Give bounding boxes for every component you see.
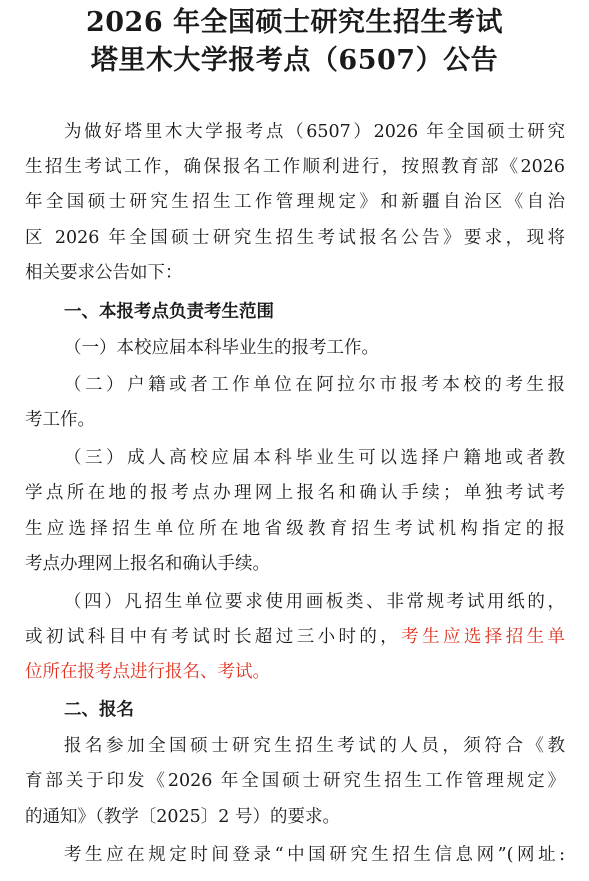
item-4-line: （四）凡招生单位要求使用画板类、非常规考试用纸的， [64, 592, 565, 612]
item-2-line: （二）户籍或者工作单位在阿拉尔市报考本校的考生报 [64, 375, 565, 395]
registration-line: 育部关于印发《2026 年全国硕士研究生招生工作管理规定》 [25, 771, 565, 791]
registration-line: 考生应在规定时间登录“中国研究生招生信息网”(网址: [64, 845, 565, 865]
highlight-text: 考生应选择招生单 [401, 627, 565, 647]
item-3-line: 考点办理网上报名和确认手续。 [25, 554, 270, 574]
title-line-1: 2026 年全国硕士研究生招生考试 [85, 7, 504, 38]
registration-line: 报名参加全国硕士研究生招生考试的人员，须符合《教 [64, 736, 565, 756]
highlight-text: 位所在报考点进行报名、考试。 [25, 662, 270, 682]
item-4-text: 或初试科目中有考试时长超过三小时的， [25, 627, 402, 647]
intro-line: 年全国硕士研究生招生工作管理规定》和新疆自治区《自治 [25, 192, 565, 212]
section-heading-registration: 二、报名 [64, 700, 134, 720]
item-3-line: 生应选择招生单位所在地省级教育招生考试机构指定的报 [25, 519, 565, 539]
item-4-line [25, 625, 565, 649]
item-3-line: 学点所在地的报考点办理网上报名和确认手续；单独考试考 [25, 483, 565, 503]
intro-line: 区 2026 年全国硕士研究生招生考试报名公告》要求，现将 [25, 228, 565, 248]
item-2-line: 考工作。 [25, 410, 95, 430]
intro-line: 生招生考试工作，确保报名工作顺利进行，按照教育部《2026 [25, 157, 565, 177]
title-line-2: 塔里木大学报考点（6507）公告 [90, 45, 499, 76]
item-1-line: （一）本校应届本科毕业生的报考工作。 [64, 338, 379, 358]
section-heading-scope: 一、本报考点负责考生范围 [64, 302, 274, 322]
item-3-line: （三）成人高校应届本科毕业生可以选择户籍地或者教 [64, 448, 565, 468]
registration-line: 的通知》（教学〔2025〕2 号）的要求。 [25, 807, 340, 827]
intro-line: 为做好塔里木大学报考点（6507）2026 年全国硕士研究 [64, 122, 565, 142]
intro-line: 相关要求公告如下： [25, 263, 183, 283]
